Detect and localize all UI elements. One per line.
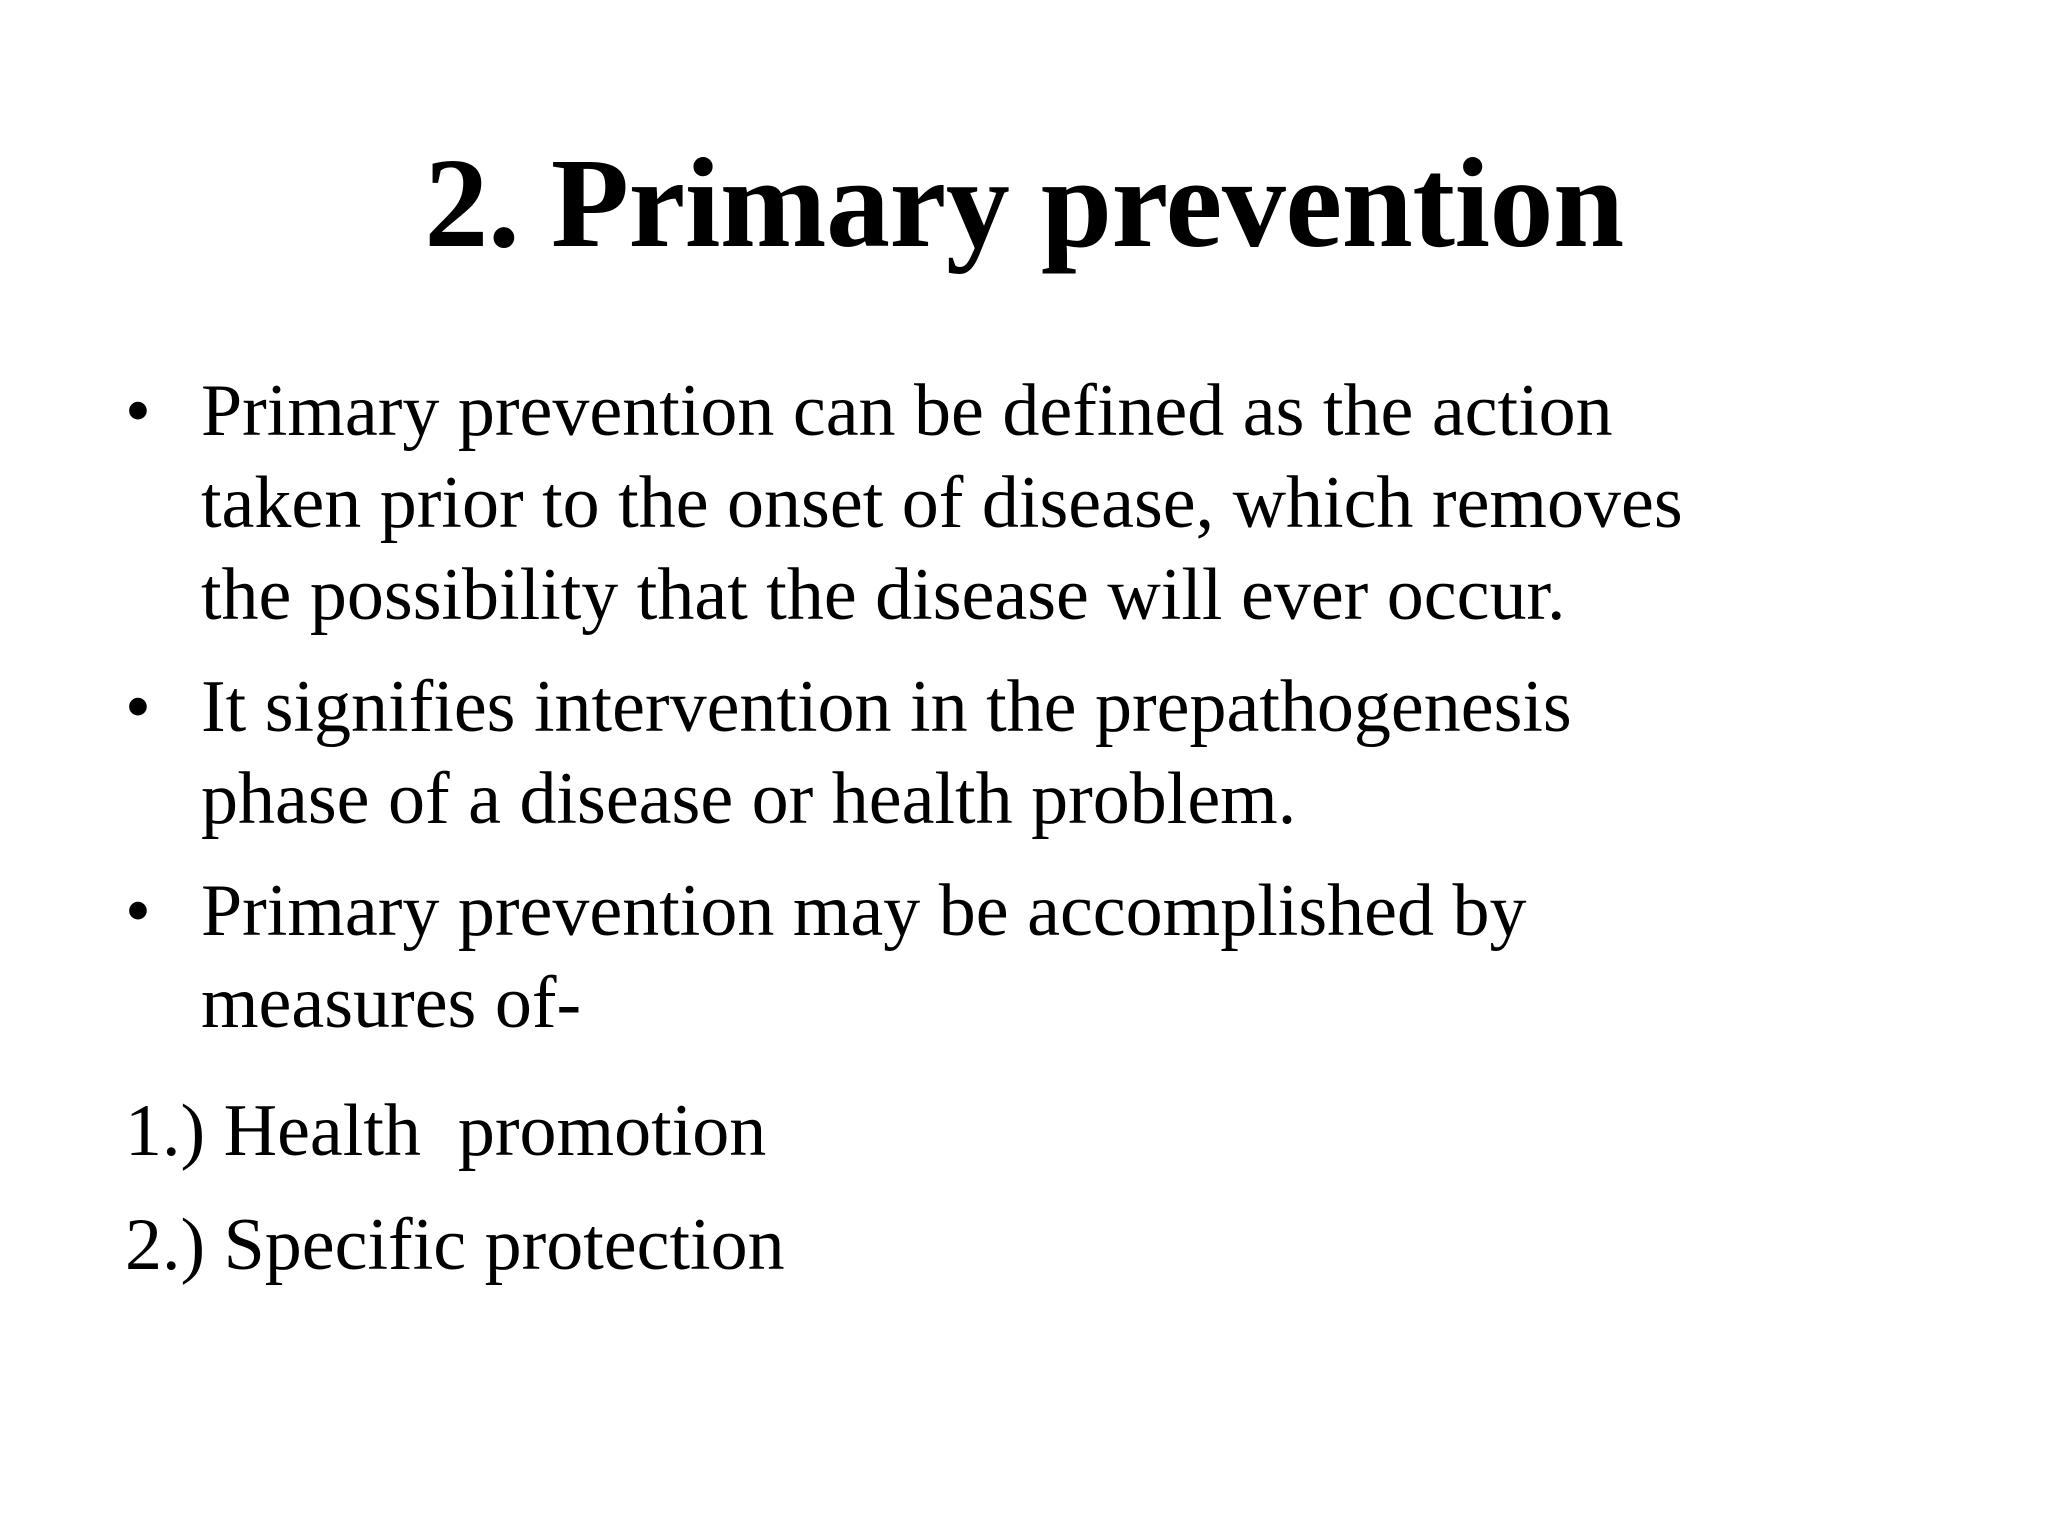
bullet-marker: •	[125, 666, 151, 748]
bullet-text-line: Primary prevention may be accomplished by	[201, 870, 1527, 952]
numbered-list	[125, 1085, 785, 1313]
bullet-marker: •	[125, 370, 151, 452]
bullet-text-line: Primary prevention can be defined as the action	[201, 370, 1613, 452]
bullet-text-line: It signifies intervention in the prepathogenesis	[201, 666, 1572, 748]
slide-title: 2. Primary prevention	[424, 132, 1624, 274]
bullet-list	[125, 365, 1985, 1069]
bullet-text-line: measures of-	[201, 962, 582, 1044]
numbered-item-specific-protection: 2.) Specific protection	[125, 1204, 785, 1286]
bullet-item	[125, 661, 1985, 845]
bullet-text-line: the possibility that the disease will ever occur.	[201, 554, 1566, 636]
bullet-text-line: taken prior to the onset of disease, which removes	[201, 462, 1683, 544]
bullet-text-line: phase of a disease or health problem.	[201, 758, 1297, 840]
bullet-item	[125, 365, 1985, 641]
numbered-item-health-promotion: 1.) Health promotion	[125, 1090, 767, 1172]
bullet-item	[125, 865, 1985, 1049]
bullet-marker: •	[125, 870, 151, 952]
